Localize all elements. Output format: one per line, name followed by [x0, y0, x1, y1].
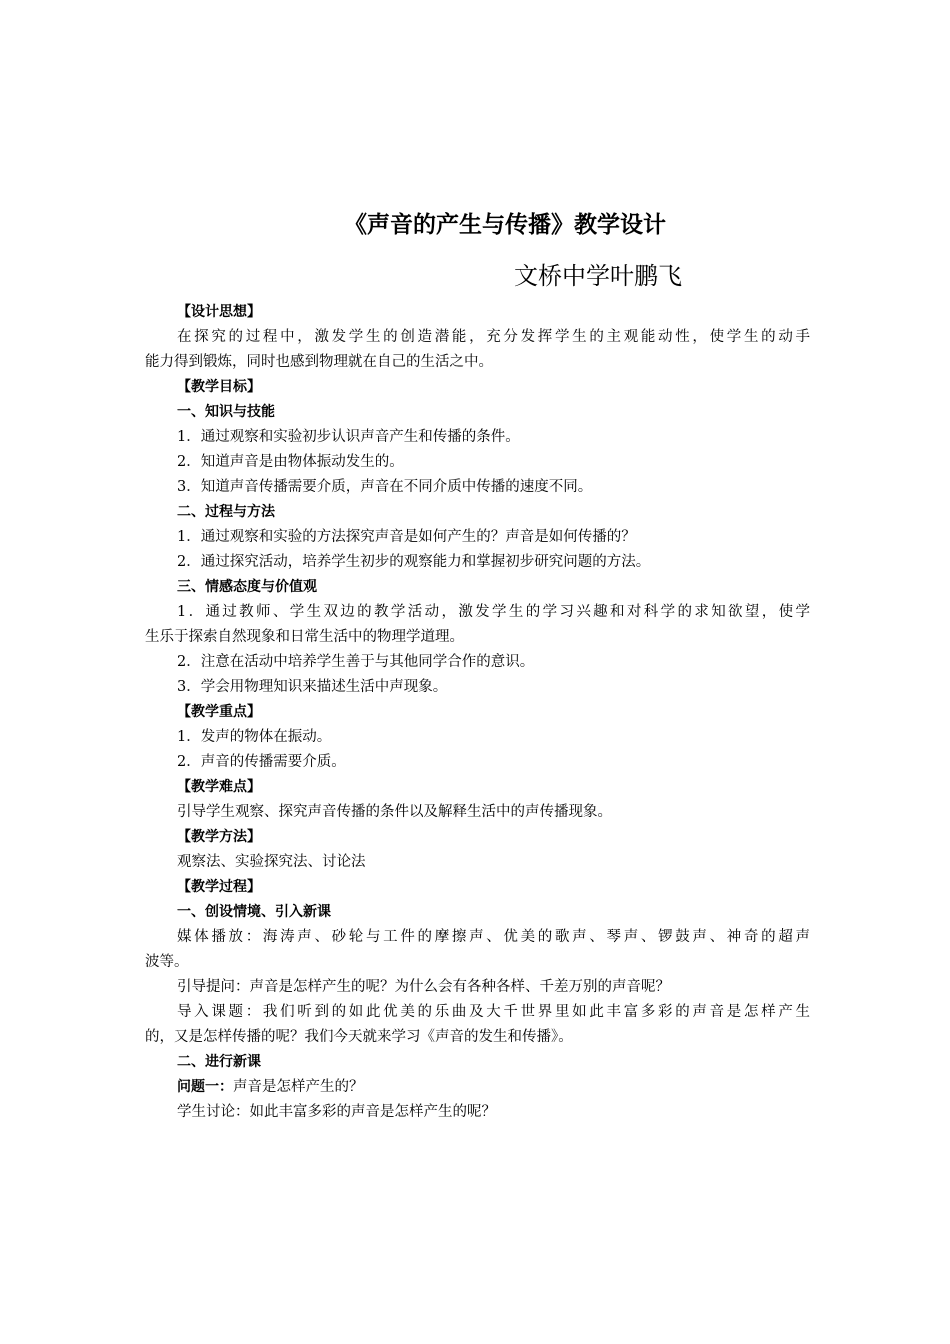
paragraph-student-discussion: 学生讨论：如此丰富多彩的声音是怎样产生的呢？: [177, 1104, 496, 1120]
section-heading-design-idea: 【设计思想】: [177, 304, 261, 320]
paragraph-guided-question: 引导提问：声音是怎样产生的呢？为什么会有各种各样、千差万别的声音呢？: [177, 979, 670, 995]
list-item-method-1: 1．通过观察和实验的方法探究声音是如何产生的？声音是如何传播的？: [177, 529, 636, 545]
paragraph-introduce-topic: 导入课题：我们听到的如此优美的乐曲及大千世界里如此丰富多彩的声音是怎样产生: [177, 1004, 810, 1020]
list-item-attitude-1-cont: 生乐于探索自然现象和日常生活中的物理学道理。: [145, 629, 464, 645]
section-heading-process: 【教学过程】: [177, 879, 261, 895]
list-item-knowledge-2: 2．知道声音是由物体振动发生的。: [177, 454, 404, 470]
document-author: 文桥中学叶鹏飞: [514, 262, 682, 290]
list-item-attitude-3: 3．学会用物理知识来描述生活中声现象。: [177, 679, 448, 695]
question-one: [145, 1075, 810, 1100]
section-heading-difficulties: 【教学难点】: [177, 779, 261, 795]
paragraph-media-play-cont: 波等。: [145, 954, 189, 970]
document-body: [145, 300, 810, 1125]
document-title: 《声音的产生与传播》教学设计: [344, 212, 666, 238]
question-one-text: 声音是怎样产生的？: [233, 1079, 364, 1095]
list-item-key-point-2: 2．声音的传播需要介质。: [177, 754, 346, 770]
list-item-knowledge-3: 3．知道声音传播需要介质，声音在不同介质中传播的速度不同。: [177, 479, 593, 495]
subheading-new-lesson: 二、进行新课: [177, 1054, 261, 1070]
paragraph-introduce-topic-cont: 的，又是怎样传播的呢？我们今天就来学习《声音的发生和传播》。: [145, 1029, 573, 1045]
paragraph-difficulties: 引导学生观察、探究声音传播的条件以及解释生活中的声传播现象。: [177, 804, 612, 820]
list-item-attitude-1: 1．通过教师、学生双边的教学活动，激发学生的学习兴趣和对科学的求知欲望，使学: [177, 604, 810, 620]
subheading-attitude-values: 三、情感态度与价值观: [177, 579, 317, 595]
list-item-attitude-2: 2．注意在活动中培养学生善于与其他同学合作的意识。: [177, 654, 535, 670]
list-item-key-point-1: 1．发声的物体在振动。: [177, 729, 332, 745]
paragraph-methods: 观察法、实验探究法、讨论法: [177, 854, 366, 870]
question-one-label: 问题一：: [177, 1079, 233, 1095]
list-item-method-2: 2．通过探究活动，培养学生初步的观察能力和掌握初步研究问题的方法。: [177, 554, 651, 570]
paragraph-design-idea-cont: 能力得到锻炼，同时也感到物理就在自己的生活之中。: [145, 354, 493, 370]
section-heading-key-points: 【教学重点】: [177, 704, 261, 720]
paragraph-media-play: 媒体播放：海涛声、砂轮与工件的摩擦声、优美的歌声、琴声、锣鼓声、神奇的超声: [177, 929, 810, 945]
paragraph-design-idea: 在探究的过程中，激发学生的创造潜能，充分发挥学生的主观能动性，使学生的动手: [177, 329, 810, 345]
subheading-create-scene: 一、创设情境、引入新课: [177, 904, 331, 920]
section-heading-teaching-goals: 【教学目标】: [177, 379, 261, 395]
section-heading-methods: 【教学方法】: [177, 829, 261, 845]
subheading-knowledge-skills: 一、知识与技能: [177, 404, 275, 420]
list-item-knowledge-1: 1．通过观察和实验初步认识声音产生和传播的条件。: [177, 429, 520, 445]
subheading-process-method: 二、过程与方法: [177, 504, 275, 520]
